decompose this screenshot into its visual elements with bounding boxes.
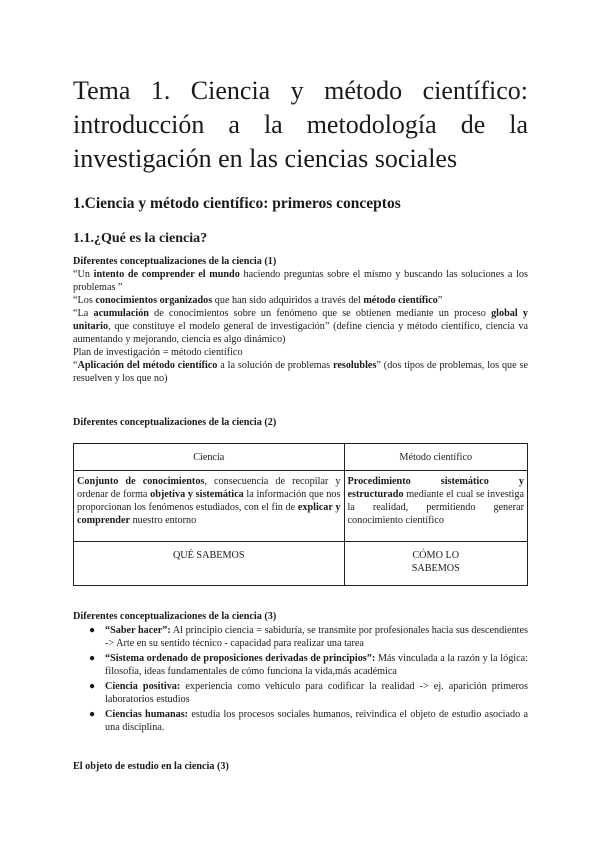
- quote-4: “Aplicación del método científico a la solución de problemas resolubles” (dos tipos de problemas, los que se resuelven y los que no): [73, 360, 528, 384]
- table-row: [74, 471, 528, 542]
- cell-metodo-definition: Procedimiento sistemático y estructurado mediante el cual se investiga la realidad, permitiendo generar conocimiento científico: [344, 471, 527, 542]
- bullet-list: [73, 624, 528, 736]
- concepts-heading-2: Diferentes conceptualizaciones de la ciencia (2): [73, 417, 277, 428]
- col-header-ciencia: Ciencia: [74, 444, 345, 471]
- plan-line: Plan de investigación = método científico: [73, 347, 243, 358]
- cell-como-lo-sabemos: CÓMO LO SABEMOS: [344, 542, 527, 586]
- col-header-metodo: Método científico: [344, 444, 527, 471]
- cell-que-sabemos: QUÉ SABEMOS: [74, 542, 345, 586]
- list-item: ● “Sistema ordenado de proposiciones derivadas de principios”: Más vinculada a la razón y la lógica: filosofía, ideas fundamentales de cómo funciona la vida,más académica: [89, 653, 528, 677]
- title-line-1: Tema 1. Ciencia y método científico:: [73, 76, 528, 105]
- list-item: ● “Saber hacer”: Al principio ciencia = sabiduría, se transmite por profesionales hacia sus descendientes -> Arte en su sentido técnico - capacidad para realizar una tarea: [89, 625, 528, 649]
- bullet-icon: ●: [89, 681, 96, 692]
- comparison-table: [73, 443, 528, 586]
- quote-2: “Los conocimientos organizados que han sido adquiridos a través del método científico”: [73, 295, 443, 306]
- quote-1: “Un intento de comprender el mundo haciendo preguntas sobre el mismo y buscando las soluciones a los problemas ”: [73, 269, 528, 293]
- concepts-block-1: [73, 255, 528, 385]
- section-heading-1-1: 1.1.¿Qué es la ciencia?: [73, 231, 208, 246]
- title-line-3: investigación en las ciencias sociales: [73, 144, 458, 173]
- title-line-2: introducción a la metodología de la: [73, 110, 528, 139]
- section-heading-1: 1.Ciencia y método científico: primeros conceptos: [73, 195, 401, 212]
- concepts-heading-3: Diferentes conceptualizaciones de la ciencia (3): [73, 611, 277, 622]
- bullet-icon: ●: [89, 709, 96, 720]
- list-item: ● Ciencias humanas: estudia los procesos sociales humanos, reivindica el objeto de estudio asociado a una disciplina.: [89, 709, 528, 733]
- concepts-heading-4: El objeto de estudio en la ciencia (3): [73, 761, 229, 772]
- bullet-icon: ●: [89, 653, 96, 664]
- cell-ciencia-definition: Conjunto de conocimientos, consecuencia de recopilar y ordenar de forma objetiva y sistemática la información que nos proporcionan los fenómenos estudiados, con el fin de explicar y comprender nuestro entorno: [74, 471, 345, 542]
- table-row: [74, 542, 528, 586]
- page-title: [73, 74, 528, 176]
- concepts-heading-1: Diferentes conceptualizaciones de la ciencia (1): [73, 256, 277, 267]
- list-item: ● Ciencia positiva: experiencia como vehículo para codificar la realidad -> ej. aparición primeros laboratorios estudios: [89, 681, 528, 705]
- quote-3: “La acumulación de conocimientos sobre un fenómeno que se obtienen mediante un proceso global y unitario, que constituye el modelo general de investigación” (define ciencia y método científico, ciencia va aumentando y mejorando, ciencia es algo dinámico): [73, 308, 528, 345]
- table-header-row: [74, 444, 528, 471]
- bullet-icon: ●: [89, 625, 96, 636]
